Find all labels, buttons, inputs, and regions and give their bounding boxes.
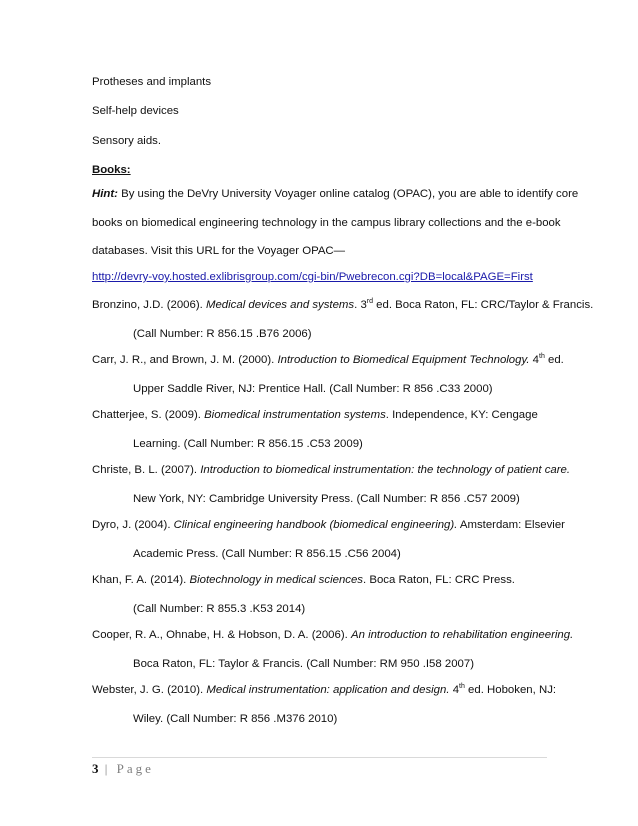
list-item: Protheses and implants xyxy=(92,76,212,88)
list-item: Self-help devices xyxy=(92,105,179,117)
reference-entry xyxy=(92,353,564,367)
reference-authors: Bronzino, J.D. (2006). xyxy=(92,299,206,311)
hint-line-1: Hint: By using the DeVry University Voyager online catalog (OPAC), you are able to identify core xyxy=(92,188,579,200)
reference-authors: Chatterjee, S. (2009). xyxy=(92,409,205,421)
reference-title: Introduction to Biomedical Equipment Technology. xyxy=(277,354,530,366)
page-number: 3 xyxy=(92,761,99,776)
hint-label: Hint: xyxy=(92,188,118,200)
reference-call-number: Upper Saddle River, NJ: Prentice Hall. (Call Number: R 856 .C33 2000) xyxy=(133,383,493,395)
reference-details: Amsterdam: Elsevier xyxy=(457,519,565,531)
reference-authors: Carr, J. R., and Brown, J. M. (2000). xyxy=(92,354,278,366)
reference-details: . 3 xyxy=(354,299,367,311)
reference-ordinal: th xyxy=(459,683,465,691)
page-label: Page xyxy=(116,761,154,776)
page-footer xyxy=(92,761,154,777)
footer-separator: | xyxy=(98,761,117,776)
reference-title: Medical devices and systems xyxy=(205,299,355,311)
reference-entry xyxy=(92,408,538,422)
reference-entry xyxy=(92,573,515,587)
reference-title: Medical instrumentation: application and design. xyxy=(206,684,450,696)
opac-url-link[interactable]: http://devry-voy.hosted.exlibrisgroup.com/cgi-bin/Pwebrecon.cgi?DB=local&PAGE=First xyxy=(92,271,533,283)
reference-publisher: ed. xyxy=(544,354,564,366)
reference-title: Clinical engineering handbook (biomedical engineering). xyxy=(173,519,458,531)
reference-title: Biomedical instrumentation systems xyxy=(204,409,386,421)
reference-authors: Cooper, R. A., Ohnabe, H. & Hobson, D. A. (2006). xyxy=(92,629,351,641)
reference-call-number: Learning. (Call Number: R 856.15 .C53 2009) xyxy=(133,438,363,450)
reference-entry xyxy=(92,298,593,312)
hint-line-3: databases. Visit this URL for the Voyager OPAC— xyxy=(92,245,346,257)
reference-call-number: New York, NY: Cambridge University Press. (Call Number: R 856 .C57 2009) xyxy=(133,493,520,505)
reference-entry xyxy=(92,463,570,477)
reference-entry xyxy=(92,518,565,532)
hint-line-2: books on biomedical engineering technology in the campus library collections and the e-book xyxy=(92,217,561,229)
reference-authors: Khan, F. A. (2014). xyxy=(92,574,190,586)
reference-call-number: Boca Raton, FL: Taylor & Francis. (Call Number: RM 950 .I58 2007) xyxy=(133,658,475,670)
reference-authors: Dyro, J. (2004). xyxy=(92,519,174,531)
list-item: Sensory aids. xyxy=(92,135,162,147)
reference-entry xyxy=(92,628,573,642)
books-heading: Books: xyxy=(92,164,131,176)
opac-url-line xyxy=(92,270,533,284)
reference-title: An introduction to rehabilitation engineering. xyxy=(350,629,574,641)
reference-authors: Christe, B. L. (2007). xyxy=(92,464,201,476)
reference-call-number: (Call Number: R 855.3 .K53 2014) xyxy=(133,603,306,615)
reference-details: . Independence, KY: Cengage xyxy=(385,409,538,421)
reference-call-number: Academic Press. (Call Number: R 856.15 .C56 2004) xyxy=(133,548,401,560)
reference-ordinal: th xyxy=(539,353,545,361)
reference-publisher: ed. Boca Raton, FL: CRC/Taylor & Francis. xyxy=(373,299,594,311)
footer-divider xyxy=(92,757,547,758)
reference-details: 4 xyxy=(449,684,460,696)
reference-details: 4 xyxy=(529,354,539,366)
reference-title: Introduction to biomedical instrumentation: the technology of patient care. xyxy=(200,464,571,476)
reference-title: Biotechnology in medical sciences xyxy=(189,574,364,586)
reference-call-number: Wiley. (Call Number: R 856 .M376 2010) xyxy=(133,713,338,725)
reference-call-number: (Call Number: R 856.15 .B76 2006) xyxy=(133,328,312,340)
reference-details: . Boca Raton, FL: CRC Press. xyxy=(363,574,515,586)
reference-ordinal: rd xyxy=(366,298,374,306)
reference-publisher: ed. Hoboken, NJ: xyxy=(464,684,557,696)
reference-entry xyxy=(92,683,556,697)
reference-authors: Webster, J. G. (2010). xyxy=(92,684,207,696)
